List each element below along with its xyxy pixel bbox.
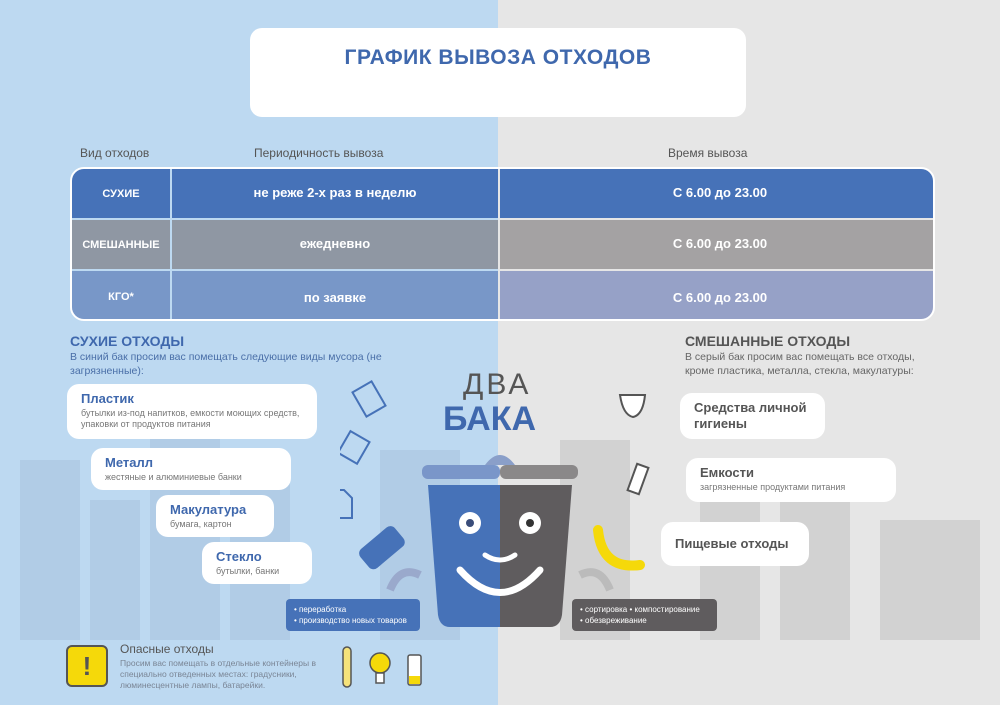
row-time: С 6.00 до 23.00 xyxy=(500,271,935,321)
item-desc: бутылки, банки xyxy=(216,566,280,576)
mixed-item-containers xyxy=(686,458,896,502)
two-bins-illustration xyxy=(340,375,660,630)
item-title: Пищевые отходы xyxy=(675,536,789,551)
dry-heading: СУХИЕ ОТХОДЫ xyxy=(70,333,185,349)
item-title: Стекло xyxy=(216,549,262,564)
warning-icon: ! xyxy=(66,645,108,687)
thermometer-icon xyxy=(343,647,351,687)
logo-line1: ДВА xyxy=(463,368,532,401)
item-desc: загрязненные продуктами питания xyxy=(700,482,846,492)
row-period: по заявке xyxy=(172,271,498,321)
dry-outcomes xyxy=(286,599,420,631)
header-time: Время вывоза xyxy=(668,146,748,160)
dry-intro: В синий бак просим вас помещать следующие виды мусора (не загрязненные): xyxy=(70,351,382,377)
mixed-outcomes xyxy=(572,599,717,631)
row-type: СМЕШАННЫЕ xyxy=(72,220,170,269)
paper-icon xyxy=(340,490,352,518)
row-time: С 6.00 до 23.00 xyxy=(500,220,935,269)
header-type: Вид отходов xyxy=(80,146,150,160)
item-title: Металл xyxy=(105,455,154,470)
mixed-heading: СМЕШАННЫЕ ОТХОДЫ xyxy=(685,333,851,349)
battery-icon xyxy=(408,655,421,685)
dry-item-paper xyxy=(156,495,274,537)
item-desc: жестяные и алюминиевые банки xyxy=(105,472,242,482)
schedule-table xyxy=(70,167,935,321)
logo-line2: БАКА xyxy=(443,400,537,438)
dry-item-plastic xyxy=(67,384,317,439)
item-title: Емкости xyxy=(700,465,754,480)
diaper-icon xyxy=(620,395,645,417)
header-period: Периодичность вывоза xyxy=(254,146,384,160)
title-banner xyxy=(250,28,746,117)
row-type: СУХИЕ xyxy=(72,169,170,218)
mixed-item-hygiene xyxy=(680,393,825,439)
hazard-desc: Просим вас помещать в отдельные контейнеры в специально отведенных местах: градусники, люминесцентные лампы, батарейки. xyxy=(120,658,317,690)
bin-lid-handle xyxy=(485,455,515,465)
bin-arm-right xyxy=(580,572,610,590)
item-title: Макулатура xyxy=(170,502,247,517)
row-type: КГО* xyxy=(72,271,170,321)
mixed-item-food xyxy=(661,522,809,566)
hazard-title: Опасные отходы xyxy=(120,642,214,656)
item-title: Средства личной гигиены xyxy=(694,400,807,431)
row-period: ежедневно xyxy=(172,220,498,269)
item-desc: бумага, картон xyxy=(170,519,232,529)
row-period: не реже 2-х раз в неделю xyxy=(172,169,498,218)
glass-bottle-icon xyxy=(357,524,408,572)
item-desc: бутылки из-под напитков, емкости моющих средств, упаковки от продуктов питания xyxy=(81,408,300,429)
row-time: С 6.00 до 23.00 xyxy=(500,169,935,218)
banana-icon xyxy=(598,530,640,566)
hazard-icons xyxy=(338,645,428,690)
plastic-bottles-icon xyxy=(352,381,385,416)
dirty-container-icon xyxy=(628,464,649,494)
outcome: • переработка xyxy=(294,605,347,614)
mixed-intro: В серый бак просим вас помещать все отходы, кроме пластика, металла, стекла, макулатуры: xyxy=(685,351,915,377)
light-bulb-icon xyxy=(370,653,390,683)
outcome: • обезвреживание xyxy=(580,616,647,625)
dry-item-glass xyxy=(202,542,312,584)
bin-arm-left xyxy=(390,572,420,590)
cans-icon xyxy=(340,431,370,464)
page-title: ГРАФИК ВЫВОЗА ОТХОДОВ xyxy=(344,46,652,69)
outcome: • сортировка • компостирование xyxy=(580,605,700,614)
item-title: Пластик xyxy=(81,391,134,406)
outcome: • производство новых товаров xyxy=(294,616,407,625)
dry-item-metal xyxy=(91,448,291,490)
